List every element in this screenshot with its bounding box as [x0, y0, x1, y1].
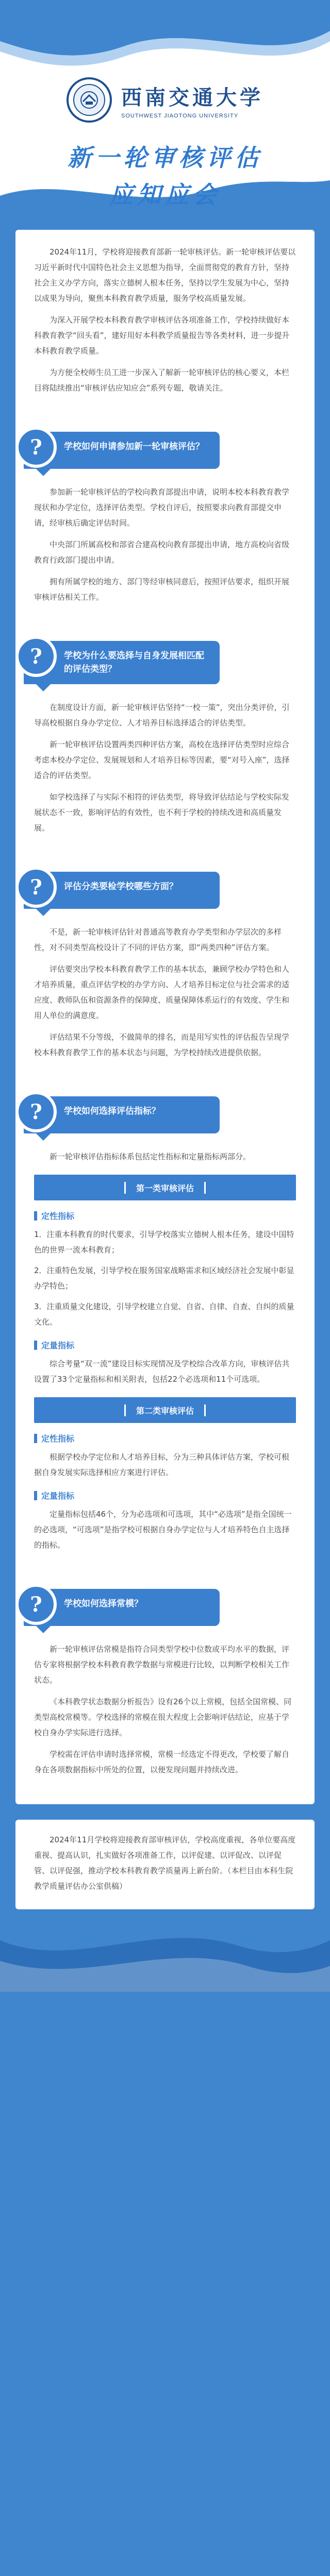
question-title: 学校如何选择评估指标？	[64, 1106, 160, 1116]
question-mark-icon: ?	[15, 1584, 57, 1625]
brand-name: 西南交通大学	[121, 85, 263, 110]
question-banner	[24, 1589, 220, 1626]
answer-paragraph: 新一轮审核评估常模是指符合同类型学校中位数或平均水平的数据，评估专家将根据学校本科教育教学数据与常模进行比较，以判断学校相关工作状态。	[34, 1645, 290, 1685]
question-banner	[24, 1096, 220, 1133]
brand-name-english: SOUTHWEST JIAOTONG UNIVERSITY	[121, 112, 239, 119]
category-label: 定性指标	[34, 1210, 296, 1222]
list-item: 2．注重特色发展，引导学校在服务国家战略需求和区域经济社会发展中彰显办学特色；	[34, 1266, 294, 1291]
sub-section-header	[34, 1175, 296, 1200]
list-item: 3．注重质量文化建设，引导学校建立自觉、自省、自律、自查、自纠的质量文化。	[34, 1302, 294, 1327]
qa-block-5	[30, 1589, 296, 1777]
footer-wave	[0, 1920, 330, 1992]
footer-card	[15, 1820, 315, 1909]
answer-paragraph: 不是，新一轮审核评估针对普通高等教育办学类型和办学层次的多样性，对不同类型高校设计了不同的评估方案，即“两类四种”评估方案。	[34, 927, 282, 952]
intro-paragraph: 2024年11月，学校将迎接教育部新一轮审核评估。新一轮审核评估要以习近平新时代中国特色社会主义思想为指导，全面贯彻党的教育方针，坚持社会主义办学方向，落实立德树人根本任务，坚持以学生发展为中心，坚持以成果为导向，聚焦本科教育教学质量，服务学校高质量发展。	[34, 247, 296, 303]
question-title: 学校为什么要选择与自身发展相匹配的评估类型？	[64, 651, 204, 674]
answer-paragraph: 根据学校办学定位和人才培养目标，分为三种具体评估方案，学校可根据自身发展实际选择相应方案进行评估。	[34, 1452, 290, 1477]
qa-block-1	[30, 432, 296, 605]
question-mark-icon: ?	[15, 427, 57, 468]
header	[0, 0, 330, 216]
answer-paragraph: 新一轮审核评估设置两类四种评估方案，高校在选择评估类型时应综合考虑本校办学定位、发展规划和人才培养目标等因素，要“对号入座”，选择适合的评估类型。	[34, 740, 290, 780]
answer-paragraph: 参加新一轮审核评估的学校向教育部提出申请，说明本校本科教育教学现状和办学定位，选择评估类型。学校自评后，按照要求向教育部提交申请，经审核后确定评估时间。	[34, 487, 290, 528]
answer-paragraph: 在制度设计方面，新一轮审核评估坚持“一校一策”，突出分类评价，引导高校根据自身办学定位、人才培养目标选择适合的评估类型。	[34, 703, 290, 727]
question-title: 评估分类要检学校哪些方面？	[64, 882, 178, 892]
question-mark-icon: ?	[15, 636, 57, 677]
qa-block-2	[30, 641, 296, 836]
answer-paragraph: 综合考量“双一流”建设目标实现情况及学校综合改革方向，审核评估共设置了33个定量指标和相关附表，包括22个必选项和11个可选项。	[34, 1359, 290, 1384]
sub-section-title: 第一类审核评估	[124, 1182, 206, 1194]
question-title: 学校如何选择常模？	[64, 1599, 143, 1609]
page-title	[0, 139, 330, 210]
answer-paragraph: 中央部门所属高校和部省合建高校向教育部提出申请，地方高校向省级教育行政部门提出申请。	[34, 540, 290, 565]
answer-paragraph: 如学校选择了与实际不相符的评估类型，将导致评估结论与学校实际发展状态不一致，影响评估的有效性，也不利于学校的持续改进和高质量发展。	[34, 792, 290, 833]
category-label: 定量指标	[34, 1339, 296, 1351]
answer-paragraph: 评估结果不分等级，不做简单的排名，而是用写实性的评估报告呈现学校本科教育教学工作的基本状态与问题，为学校持续改进提供依据。	[34, 1032, 290, 1057]
answer-section	[34, 1149, 296, 1553]
category-label: 定性指标	[34, 1432, 296, 1444]
question-mark-icon: ?	[15, 867, 57, 908]
list-item: 1．注重本科教育的时代要求，引导学校落实立德树人根本任务，建设中国特色的世界一流本科教育；	[34, 1230, 294, 1255]
answer-section	[34, 1641, 296, 1777]
intro-paragraph: 为方便全校师生员工进一步深入了解新一轮审核评估的核心要义，本栏目将陆续推出“审核评估应知应会”系列专题，敬请关注。	[34, 368, 290, 393]
intro-paragraph: 为深入开展学校本科教育教学审核评估各项准备工作，学校持续做好本科教育教学“回头看”，建好用好本科教学质量报告等各类材料，进一步提升本科教育教学质量。	[34, 315, 290, 355]
footer-text: 2024年11月学校将迎接教育部审核评估，学校高度重视，各单位要高度重视、提高认识，扎实做好各项准备工作，以评促建、以评促改、以评促管、以评促强，推动学校本科教育教学质量再上新台阶。（本栏目由本科生院教学质量评估办公室供稿）	[34, 1835, 296, 1891]
answer-paragraph: 拥有所属学校的地方、部门等经审核同意后，按照评估要求，组织开展审核评估相关工作。	[34, 577, 290, 602]
page-title-line1: 新一轮审核评估	[68, 144, 262, 172]
question-title: 学校如何申请参加新一轮审核评估？	[64, 442, 204, 452]
sub-section-title: 第二类审核评估	[124, 1404, 206, 1416]
intro-section	[34, 244, 296, 396]
question-mark-icon: ?	[15, 1091, 57, 1132]
page-title-line2: 应知应会	[109, 181, 221, 209]
question-banner	[24, 432, 220, 469]
answer-paragraph: 评估要突出学校本科教育教学工作的基本状态，兼顾学校办学特色和人才培养质量，重点评估学校的办学方向、人才培养目标定位与社会需求的适应度、教师队伍和资源条件的保障度、质量保障体系运行的有效度、学生和用人单位的满意度。	[34, 964, 290, 1020]
university-seal-icon	[67, 77, 112, 123]
qa-block-4	[30, 1096, 296, 1553]
header-wave-top	[0, 0, 330, 77]
question-banner	[24, 641, 220, 684]
content-card	[15, 230, 315, 1804]
answer-paragraph: 新一轮审核评估指标体系包括定性指标和定量指标两部分。	[50, 1152, 251, 1161]
category-label: 定量指标	[34, 1489, 296, 1501]
qa-block-3	[30, 872, 296, 1060]
answer-paragraph: 定量指标包括46个，分为必选项和可选项，其中“必选项”是指全国统一的必选项，“可选项”是指学校可根据自身办学定位与人才培养特色自主选择的指标。	[34, 1510, 292, 1550]
answer-paragraph: 学校需在评估申请时选择常模，常模一经选定不得更改，学校要了解自身在各项数据指标中所处的位置，以便发现问题并持续改进。	[34, 1750, 290, 1774]
question-banner	[24, 872, 220, 909]
answer-paragraph: 《本科教学状态数据分析报告》设有26个以上常模，包括全国常模、同类型高校常模等。学校选择的常模在很大程度上会影响评估结论，应基于学校自身办学实际进行选择。	[34, 1697, 292, 1737]
answer-section	[34, 700, 296, 836]
sub-section-header	[34, 1397, 296, 1423]
answer-section	[34, 924, 296, 1060]
answer-section	[34, 484, 296, 605]
brand	[0, 77, 330, 123]
